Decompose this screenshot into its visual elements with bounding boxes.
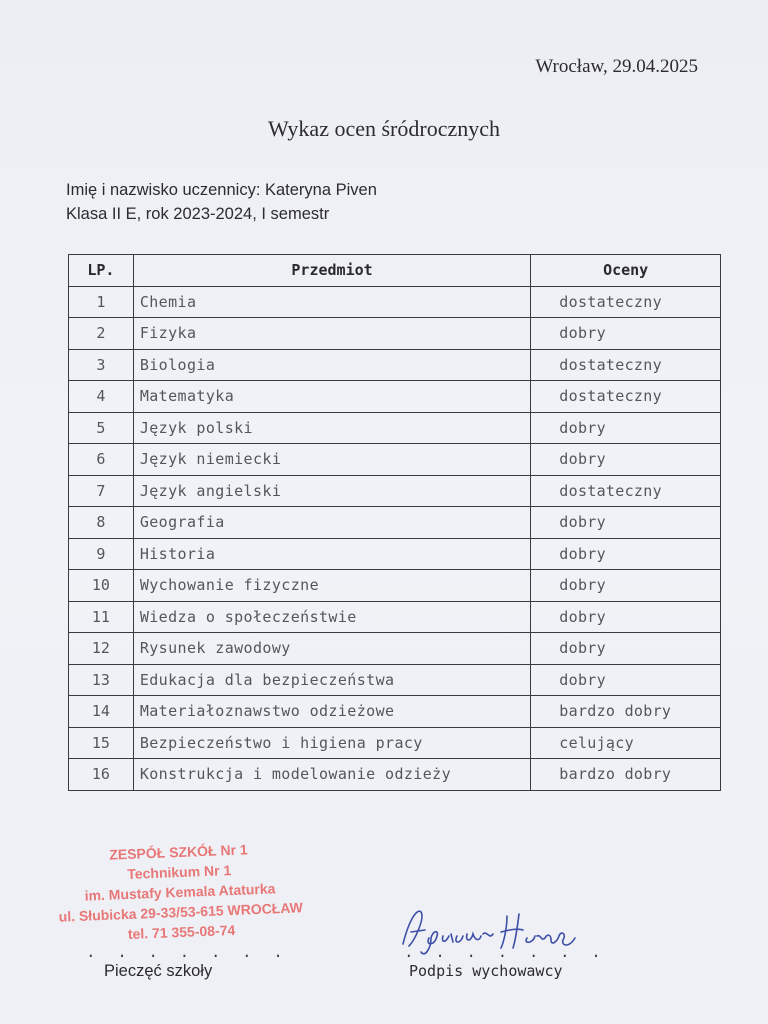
school-seal-label: Pieczęć szkoły [104, 962, 213, 980]
row-subject: Wiedza o społeczeństwie [133, 601, 530, 633]
row-number: 12 [69, 633, 134, 665]
table-row [69, 570, 721, 602]
table-row [69, 475, 721, 507]
row-grade: dobry [531, 444, 721, 476]
row-number: 8 [69, 507, 134, 539]
row-number: 7 [69, 475, 134, 507]
place-and-date: Wrocław, 29.04.2025 [535, 56, 698, 77]
table-row [69, 507, 721, 539]
student-name-line: Imię i nazwisko uczennicy: Kateryna Piven [66, 181, 377, 199]
stamp-line: Technikum Nr 1 [126, 862, 232, 883]
table-row [69, 633, 721, 665]
row-number: 10 [69, 570, 134, 602]
row-subject: Edukacja dla bezpieczeństwa [133, 664, 530, 696]
row-subject: Bezpieczeństwo i higiena pracy [133, 727, 530, 759]
stamp-line: ul. Słubicka 29-33/53-615 WROCŁAW [58, 899, 304, 925]
header-no: LP. [69, 255, 134, 287]
seal-dotted-line: . . . . . . . [86, 944, 289, 962]
school-stamp [28, 836, 332, 947]
row-grade: dobry [531, 412, 721, 444]
row-grade: dobry [531, 664, 721, 696]
row-grade: dobry [531, 507, 721, 539]
stamp-line: im. Mustafy Kemala Ataturka [84, 880, 276, 904]
table-row [69, 727, 721, 759]
table-row [69, 349, 721, 381]
row-number: 9 [69, 538, 134, 570]
table-row [69, 759, 721, 791]
row-subject: Język polski [133, 412, 530, 444]
handwritten-signature [395, 900, 585, 960]
row-grade: dostateczny [531, 349, 721, 381]
row-number: 3 [69, 349, 134, 381]
row-subject: Język niemiecki [133, 444, 530, 476]
row-subject: Rysunek zawodowy [133, 633, 530, 665]
row-subject: Wychowanie fizyczne [133, 570, 530, 602]
table-row [69, 381, 721, 413]
grades-table [68, 254, 721, 791]
row-grade: dostateczny [531, 286, 721, 318]
row-subject: Chemia [133, 286, 530, 318]
row-subject: Historia [133, 538, 530, 570]
row-subject: Geografia [133, 507, 530, 539]
row-number: 6 [69, 444, 134, 476]
teacher-signature-label: Podpis wychowawcy [409, 962, 563, 980]
row-subject: Biologia [133, 349, 530, 381]
table-row [69, 601, 721, 633]
row-number: 5 [69, 412, 134, 444]
row-number: 4 [69, 381, 134, 413]
table-row [69, 318, 721, 350]
table-header-row [69, 255, 721, 287]
class-line: Klasa II E, rok 2023-2024, I semestr [66, 205, 330, 223]
row-number: 2 [69, 318, 134, 350]
row-number: 16 [69, 759, 134, 791]
row-number: 13 [69, 664, 134, 696]
row-grade: dobry [531, 538, 721, 570]
row-grade: dobry [531, 633, 721, 665]
row-number: 11 [69, 601, 134, 633]
row-subject: Matematyka [133, 381, 530, 413]
table-row [69, 664, 721, 696]
header-subject: Przedmiot [133, 255, 530, 287]
row-grade: celujący [531, 727, 721, 759]
row-grade: bardzo dobry [531, 759, 721, 791]
stamp-line: ZESPÓŁ SZKÓŁ Nr 1 [108, 841, 248, 863]
row-subject: Fizyka [133, 318, 530, 350]
row-subject: Język angielski [133, 475, 530, 507]
stamp-line: tel. 71 355-08-74 [127, 921, 236, 943]
row-grade: dostateczny [531, 475, 721, 507]
row-grade: dobry [531, 318, 721, 350]
table-row [69, 444, 721, 476]
table-row [69, 538, 721, 570]
row-number: 15 [69, 727, 134, 759]
document-title: Wykaz ocen śródrocznych [267, 116, 500, 141]
row-subject: Materiałoznawstwo odzieżowe [133, 696, 530, 728]
row-grade: dobry [531, 601, 721, 633]
row-number: 1 [69, 286, 134, 318]
table-row [69, 412, 721, 444]
table-row [69, 286, 721, 318]
row-grade: bardzo dobry [531, 696, 721, 728]
row-subject: Konstrukcja i modelowanie odzieży [133, 759, 530, 791]
header-grade: Oceny [531, 255, 721, 287]
row-number: 14 [69, 696, 134, 728]
row-grade: dostateczny [531, 381, 721, 413]
table-row [69, 696, 721, 728]
signature-dotted-line: . . . . . . . [404, 944, 607, 962]
row-grade: dobry [531, 570, 721, 602]
